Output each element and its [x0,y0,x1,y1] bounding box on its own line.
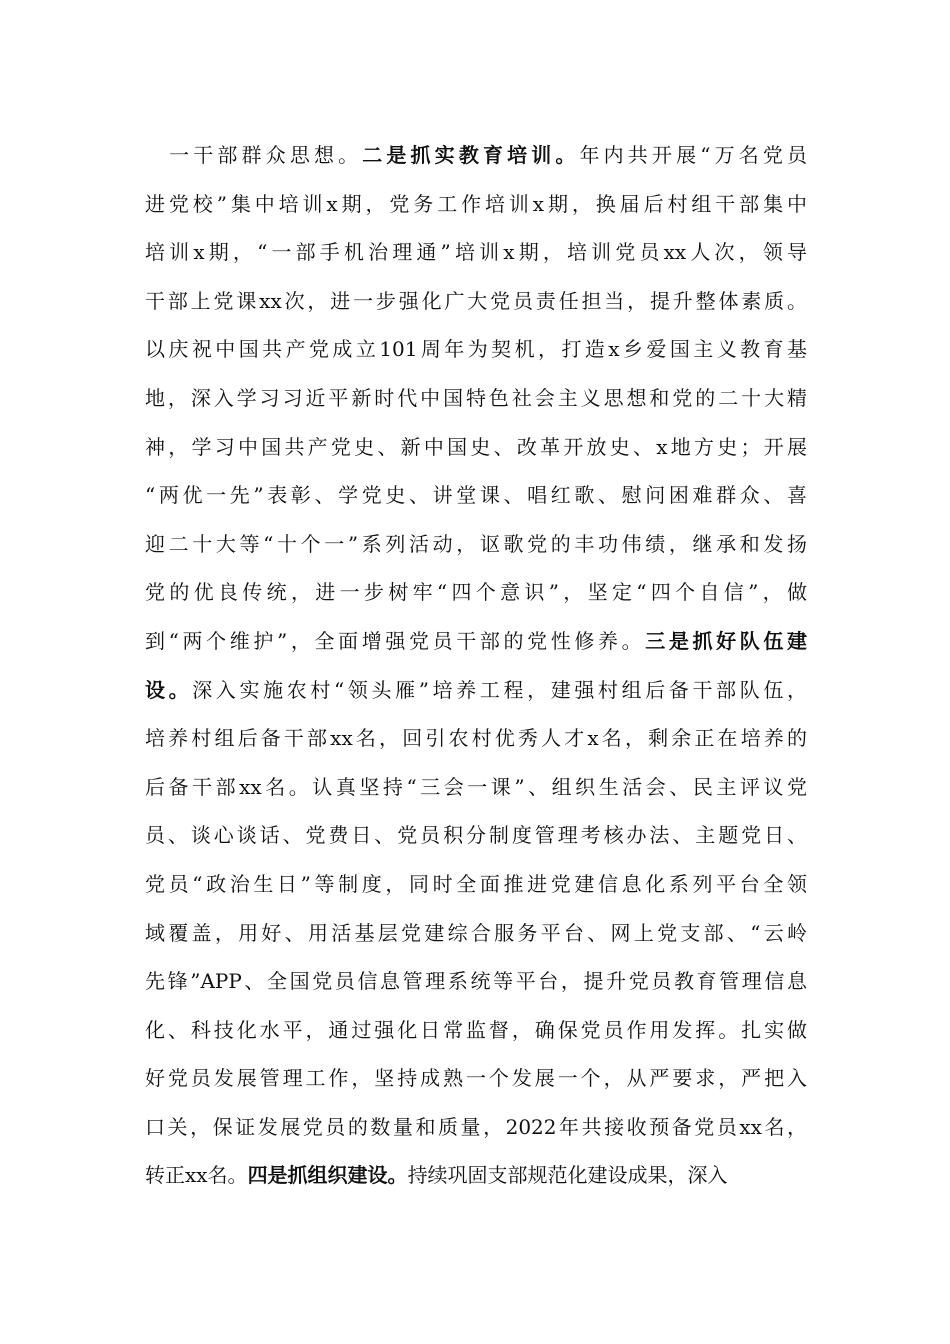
text-line [145,1103,807,1152]
body-text-segment: 口关，保证发展党员的数量和质量，2022年共接收预备党员xx名， [145,1114,807,1139]
text-line [145,1006,807,1055]
text-line [145,568,807,617]
body-text-segment: 党员“政治生日”等制度，同时全面推进党建信息化系列平台全领 [145,871,807,896]
body-text-segment: 化、科技化水平，通过强化日常监督，确保党员作用发挥。扎实做 [145,1017,807,1042]
body-text-segment: 到“两个维护”，全面增强党员干部的党性修养。 [145,628,646,653]
body-text [145,131,807,1200]
body-text-segment: “两优一先”表彰、学党史、讲堂课、唱红歌、慰问困难群众、喜 [145,483,807,508]
text-line [145,957,807,1006]
body-text-segment: 迎二十大等“十个一”系列活动，讴歌党的丰功伟绩，继承和发扬 [145,531,807,556]
text-line [145,714,807,763]
bold-heading-text: 四是抓组织建设。 [247,1163,408,1188]
text-line [145,617,807,666]
body-text-segment: 员、谈心谈话、党费日、党员积分制度管理考核办法、主题党日、 [145,823,807,848]
body-text-segment: 神，学习中国共产党史、新中国史、改革开放史、x地方史；开展 [145,434,807,459]
body-text-segment: 域覆盖，用好、用活基层党建综合服务平台、网上党支部、“云岭 [145,920,807,945]
body-text-segment: 党的优良传统，进一步树牢“四个意识”，坚定“四个自信”，做 [145,580,807,605]
body-text-segment: 先锋”APP、全国党员信息管理系统等平台，提升党员教育管理信息 [145,969,807,994]
bold-heading-text: 设。 [145,677,193,702]
body-text-segment: 以庆祝中国共产党成立101周年为契机，打造x乡爱国主义教育基 [145,337,807,362]
text-line [145,666,807,715]
body-text-segment: 干部上党课xx次，进一步强化广大党员责任担当，提升整体素质。 [145,288,807,313]
text-line [145,763,807,812]
body-text-segment: 进党校”集中培训x期，党务工作培训x期，换届后村组干部集中 [145,191,807,216]
text-line [145,180,807,229]
text-line [145,374,807,423]
bold-heading-text: 三是抓好队伍建 [645,628,807,653]
body-text-segment: 地，深入学习习近平新时代中国特色社会主义思想和党的二十大精 [145,385,807,410]
text-line [145,1054,807,1103]
body-text-segment: 好党员发展管理工作，坚持成熟一个发展一个，从严要求，严把入 [145,1066,807,1091]
body-text-segment: 一干部群众思想。 [145,143,363,167]
body-text-segment: 转正xx名。 [145,1163,248,1188]
body-text-segment: 培养村组后备干部xx名，回引农村优秀人才x名，剩余正在培养的 [145,726,807,751]
text-line [145,228,807,277]
bold-heading-text: 二是抓实教育培训。 [362,143,580,167]
body-text-segment: 培训x期，“一部手机治理通”培训x期，培训党员xx人次，领导 [145,240,807,265]
text-line [145,1151,807,1200]
text-line [145,909,807,958]
text-line [145,423,807,472]
body-text-segment: 年内共开展“万名党员 [579,143,807,167]
text-line [145,520,807,569]
text-line [145,131,807,180]
body-text-segment: 持续巩固支部规范化建设成果，深入 [407,1163,728,1188]
body-text-segment: 后备干部xx名。认真坚持“三会一课”、组织生活会、民主评议党 [145,774,807,799]
text-line [145,325,807,374]
text-line [145,277,807,326]
text-line [145,471,807,520]
text-line [145,811,807,860]
body-text-segment: 深入实施农村“领头雁”培养工程，建强村组后备干部队伍， [192,677,807,702]
text-line [145,860,807,909]
